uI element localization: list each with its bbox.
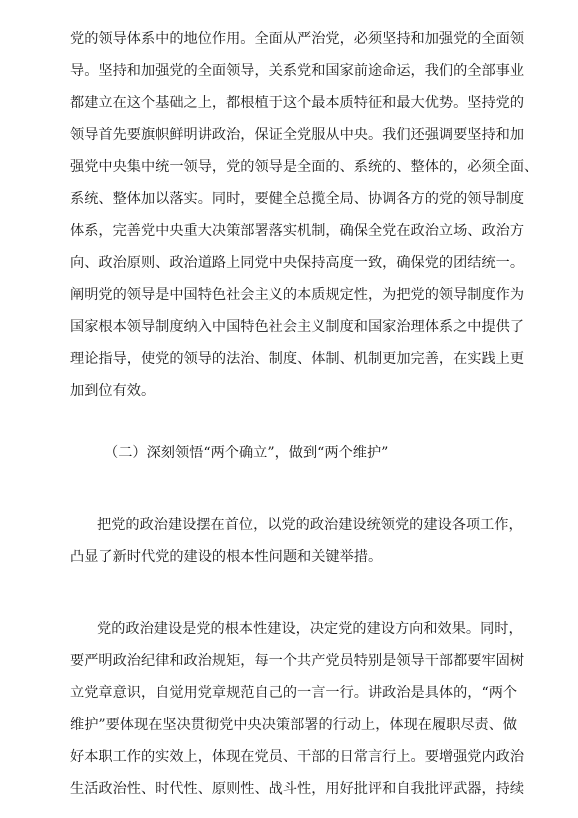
paragraph-line: 向、政治原则、政治道路上同党中央保持高度一致，确保党的团结统一。 [70,255,525,271]
paragraph-line: 加到位有效。 [70,383,156,399]
paragraph-line: 强党中央集中统一领导，党的领导是全面的、系统的、整体的，必须全面、 [70,159,539,175]
paragraph-line: 党的政治建设是党的根本性建设，决定党的建设方向和效果。同时， [97,621,523,637]
paragraph-line: 立党章意识，自觉用党章规范自己的一言一行。讲政治是具体的，“两个 [70,685,518,701]
paragraph-line: 系统、整体加以落实。同时，要健全总揽全局、协调各方的党的领导制度 [70,191,525,207]
paragraph-line: 都建立在这个基础之上，都根植于这个最本质特征和最大优势。坚持党的 [70,95,525,111]
paragraph-line: 维护”要体现在坚决贯彻党中央决策部署的行动上，体现在履职尽责、做 [70,717,518,733]
paragraph-line: 阐明党的领导是中国特色社会主义的本质规定性，为把党的领导制度作为 [70,287,525,303]
paragraph-line: 导。坚持和加强党的全面领导，关系党和国家前途命运，我们的全部事业 [70,63,525,79]
paragraph-line: 党的领导体系中的地位作用。全面从严治党，必须坚持和加强党的全面领 [70,31,525,47]
paragraph-line: 国家根本领导制度纳入中国特色社会主义制度和国家治理体系之中提供了 [70,319,525,335]
paragraph-line: 生活政治性、时代性、原则性、战斗性，用好批评和自我批评武器，持续 [70,781,525,797]
paragraph-line: 理论指导，使党的领导的法治、制度、体制、机制更加完善，在实践上更 [70,351,525,367]
paragraph-line: 要严明政治纪律和政治规矩，每一个共产党员特别是领导干部都要牢固树 [70,653,525,669]
paragraph-line: 好本职工作的实效上，体现在党员、干部的日常言行上。要增强党内政治 [70,749,525,765]
paragraph-line: 把党的政治建设摆在首位，以党的政治建设统领党的建设各项工作， [97,517,523,533]
paragraph-line: 凸显了新时代党的建设的根本性问题和关键举措。 [70,549,383,565]
paragraph-line: 领导首先要旗帜鲜明讲政治，保证全党服从中央。我们还强调要坚持和加 [70,127,525,143]
paragraph-line: 体系，完善党中央重大决策部署落实机制，确保全党在政治立场、政治方 [70,223,525,239]
section-heading: （二）深刻领悟“两个确立”，做到“两个维护” [104,445,389,461]
